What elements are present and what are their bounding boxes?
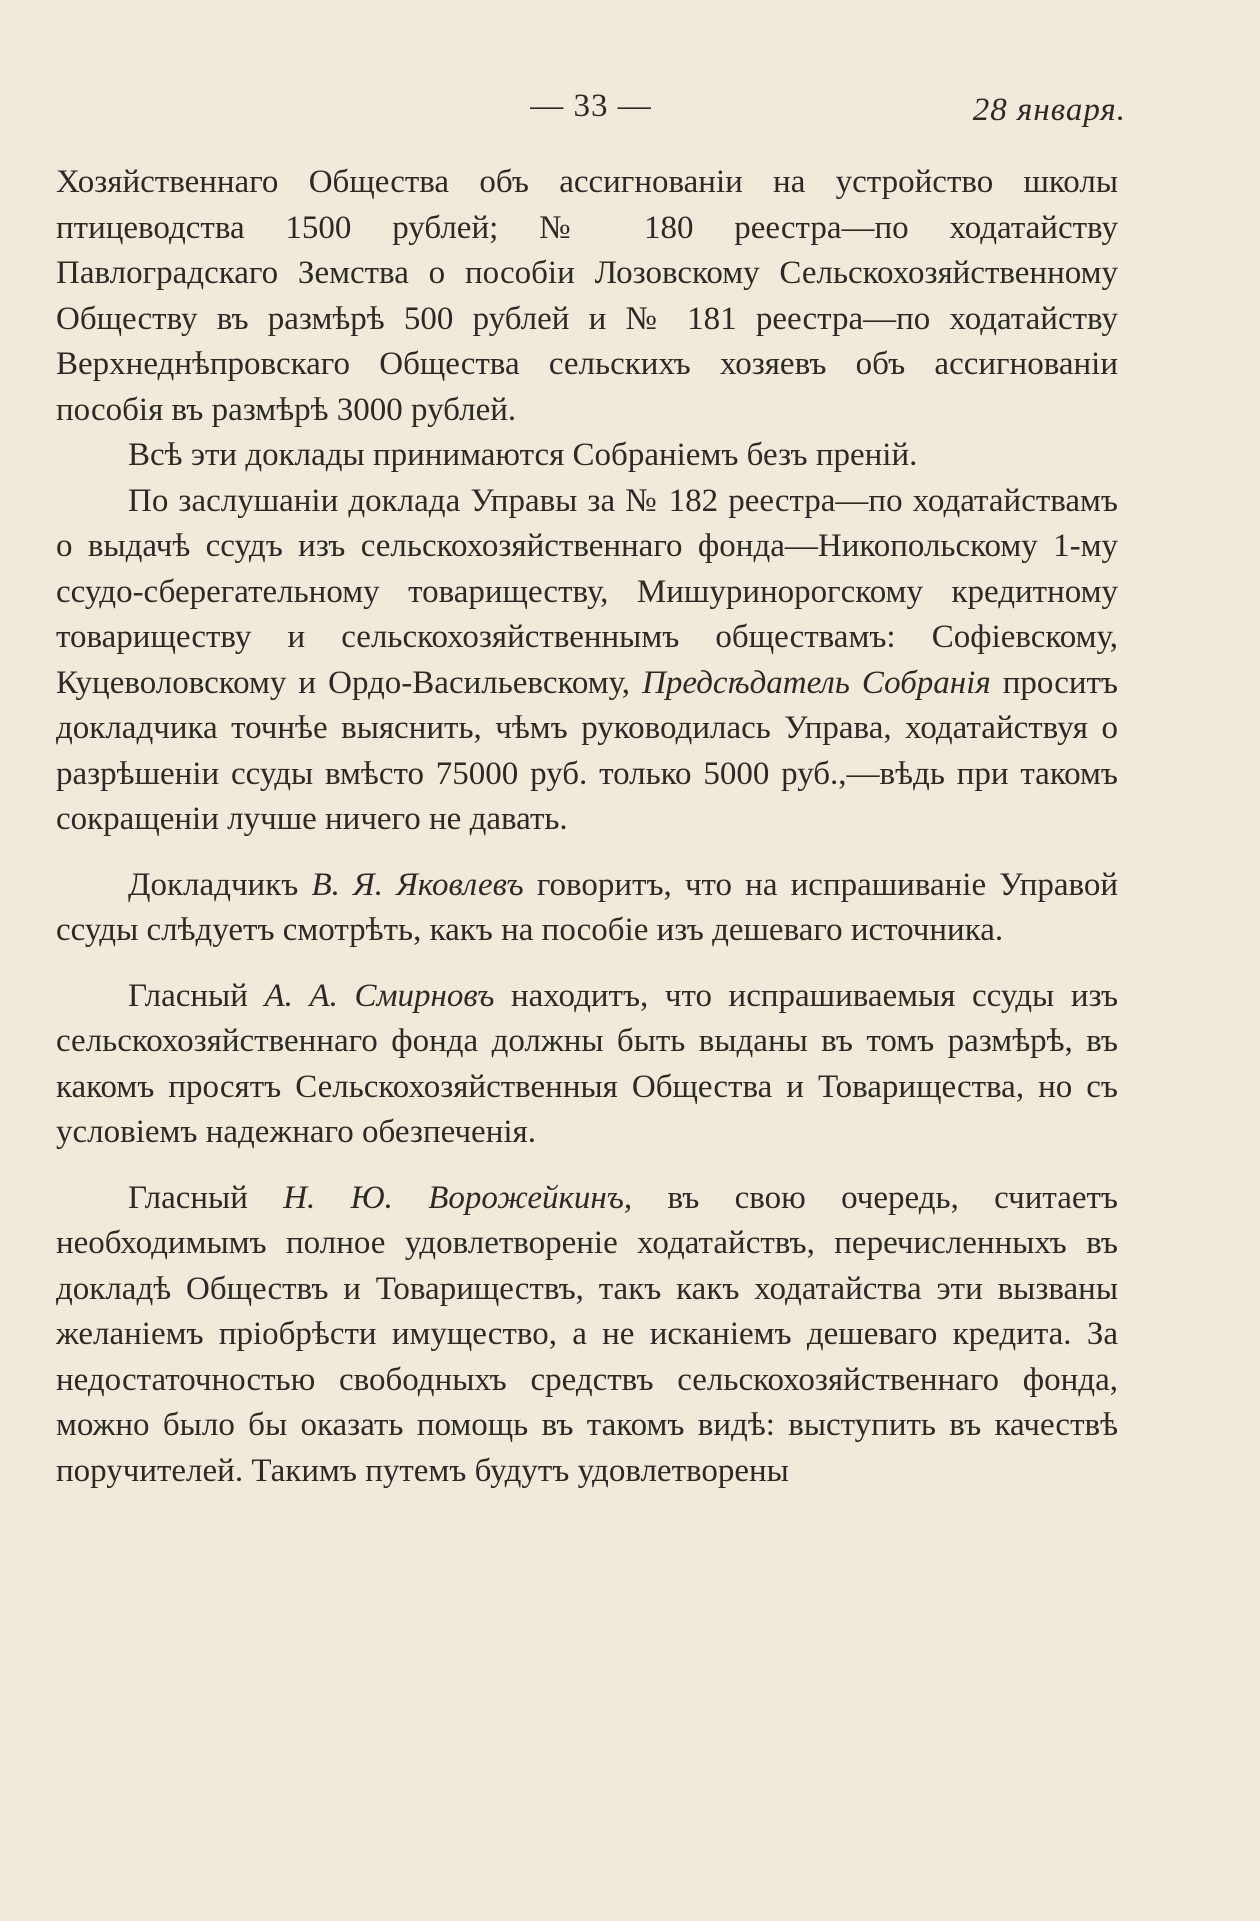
speaker-name: В. Я. Яковлевъ bbox=[311, 866, 524, 903]
speaker-name: Н. Ю. Ворожейкинъ, bbox=[283, 1179, 633, 1216]
speaker-name: А. А. Смирновъ bbox=[264, 977, 495, 1014]
paragraph-smirnov bbox=[56, 974, 1118, 1156]
body-text bbox=[56, 160, 1118, 1494]
paragraph-text: находитъ, что испрашиваемыя ссуды изъ сельскохозяйственнаго фонда должны быть выданы въ томъ размѣрѣ, въ какомъ просятъ Сельскохозяйственныя Общества и Товарищества, но съ условіемъ надежнаго обезпеченія. bbox=[56, 977, 1119, 1150]
running-head: 28 января. bbox=[972, 92, 1126, 128]
speaker-title: Гласный bbox=[128, 977, 248, 1014]
speaker-title: Докладчикъ bbox=[128, 866, 299, 903]
page-number: — 33 — bbox=[530, 88, 652, 124]
paragraph-continuation bbox=[56, 160, 1118, 433]
paragraph-yakovlev bbox=[56, 863, 1118, 954]
paragraph-text: проситъ докладчика точнѣе выяснить, чѣмъ руководилась Управа, ходатайствуя о разрѣшеніи ссуды вмѣсто 75000 руб. только 5000 руб.,—вѣдь при такомъ сокращеніи лучше ничего не давать. bbox=[56, 664, 1118, 837]
paragraph-accepted bbox=[56, 433, 1118, 479]
paragraph-report-182 bbox=[56, 479, 1118, 843]
paragraph-text: По заслушаніи доклада Управы за № 182 реестра—по ходатайствамъ о выдачѣ ссудъ изъ сельскохозяйственнаго фонда—Никопольскому 1-му ссудо-сберегательному товариществу, Мишуринорогскому кредитному товариществу и сельскохозяйственнымъ обществамъ: Софіевскому, Куцеволовскому и Ордо-Васильевскому, bbox=[56, 482, 1118, 701]
paragraph-vorozheikin bbox=[56, 1176, 1118, 1495]
paragraph-text: Хозяйственнаго Общества объ ассигнованіи на устройство школы птицеводства 1500 рублей; № 180 реестра—по ходатайству Павлоградскаго Земства о пособіи Лозовскому Сельскохозяйственному Обществу въ размѣрѣ 500 рублей и № 181 реестра—по ходатайству Верхнеднѣпровскаго Общества сельскихъ хозяевъ объ ассигнованіи пособія въ размѣрѣ 3000 рублей. bbox=[56, 164, 1118, 428]
paragraph-text: Всѣ эти доклады принимаются Собраніемъ безъ преній. bbox=[128, 437, 918, 473]
paragraph-text: говоритъ, что на испрашиваніе Управой ссуды слѣдуетъ смотрѣть, какъ на пособіе изъ дешеваго источника. bbox=[56, 866, 1119, 948]
paragraph-text: въ свою очередь, считаетъ необходимымъ полное удовлетвореніе ходатайствъ, перечисленныхъ въ докладѣ Обществъ и Товариществъ, такъ какъ ходатайства эти вызваны желаніемъ пріобрѣсти имущество, а не исканіемъ дешеваго кредита. За недостаточностью свободныхъ средствъ сельскохозяйственнаго фонда, можно было бы оказать помощь въ такомъ видѣ: выступить въ качествѣ поручителей. Такимъ путемъ будутъ удовлетворены bbox=[56, 1179, 1118, 1489]
speaker-title: Гласный bbox=[128, 1179, 248, 1216]
speaker-name: Предсѣдатель Собранія bbox=[642, 664, 991, 701]
page-header bbox=[56, 88, 1126, 132]
